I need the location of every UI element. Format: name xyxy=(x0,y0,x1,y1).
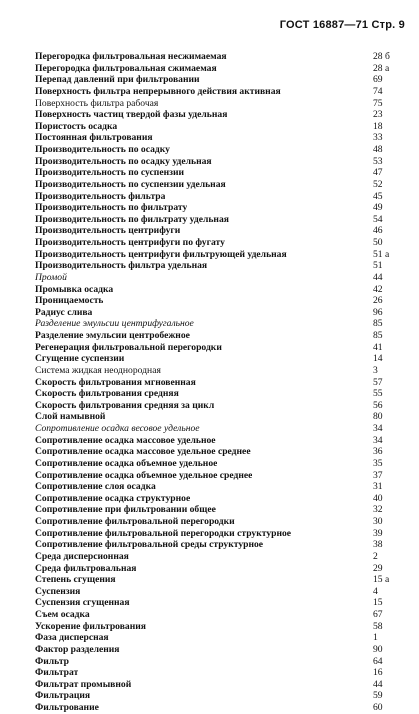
entry-number: 69 xyxy=(373,74,383,86)
index-entry xyxy=(35,702,403,714)
index-entry xyxy=(35,225,403,237)
entry-number: 28 б xyxy=(373,51,390,62)
index-entry xyxy=(35,121,403,133)
entry-term: Ускорение фильтрования xyxy=(35,620,146,632)
entry-number: 37 xyxy=(373,469,383,481)
index-entry xyxy=(35,586,403,598)
entry-number: 30 xyxy=(373,516,383,527)
index-entry xyxy=(35,481,403,493)
entry-term: Производительность по фильтрату удельная xyxy=(35,213,229,225)
index-entry xyxy=(35,74,403,86)
entry-term: Сопротивление слоя осадка xyxy=(35,481,156,493)
entry-number: 59 xyxy=(373,690,383,702)
entry-number: 46 xyxy=(373,225,383,237)
index-entry xyxy=(35,411,403,423)
entry-number: 80 xyxy=(373,411,383,423)
entry-term: Фактор разделения xyxy=(35,643,120,655)
entry-term: Поверхность фильтра рабочая xyxy=(35,97,159,109)
entry-number: 53 xyxy=(373,155,383,167)
index-entry xyxy=(35,365,403,377)
entry-term: Сопротивление фильтровальной перегородки структурное xyxy=(35,527,292,539)
entry-term: Пористость осадка xyxy=(35,120,118,132)
entry-term: Суспензия сгущенная xyxy=(35,597,130,609)
entry-number: 15 a xyxy=(373,574,390,586)
entry-number: 2 xyxy=(373,550,378,562)
index-entry xyxy=(35,644,403,656)
entry-term: Перегородка фильтровальная сжимаемая xyxy=(35,62,217,74)
index-entry xyxy=(35,144,403,156)
index-entry xyxy=(35,632,403,644)
entry-number: 36 xyxy=(373,446,383,458)
entry-term: Производительность по осадку удельная xyxy=(35,155,212,167)
entry-number: 44 xyxy=(373,678,383,690)
entry-number: 48 xyxy=(373,144,383,155)
entry-number: 44 xyxy=(373,271,383,283)
index-entry xyxy=(35,249,403,261)
index-entry xyxy=(35,563,403,575)
entry-number: 28 a xyxy=(373,62,390,74)
index-entry xyxy=(35,597,403,609)
entry-term: Фильтрат промывной xyxy=(35,678,132,690)
index-entry xyxy=(35,260,403,272)
entry-term: Радиус слива xyxy=(35,306,93,318)
index-entry xyxy=(35,307,403,319)
entry-number: 26 xyxy=(373,295,383,307)
entry-term: Фильтрация xyxy=(35,690,91,702)
entry-number: 85 xyxy=(373,318,383,330)
entry-term: Сопротивление осадка массовое удельное xyxy=(35,434,216,446)
entry-term: Поверхность фильтра непрерывного действия активная xyxy=(35,85,281,97)
index-entry xyxy=(35,156,403,168)
entry-term: Сопротивление осадка структурное xyxy=(35,492,191,504)
entry-term: Производительность фильтра xyxy=(35,190,166,202)
entry-number: 56 xyxy=(373,399,383,411)
entry-term: Фильтр xyxy=(35,655,70,667)
entry-term: Скорость фильтрования средняя за цикл xyxy=(35,399,215,411)
entry-number: 15 xyxy=(373,597,383,609)
entry-number: 47 xyxy=(373,167,383,179)
index-entry xyxy=(35,51,403,63)
index-entry xyxy=(35,667,403,679)
index-entry xyxy=(35,109,403,121)
index-entry xyxy=(35,284,403,296)
entry-number: 23 xyxy=(373,109,383,121)
index-entry xyxy=(35,609,403,621)
entry-term: Фильтрование xyxy=(35,702,99,713)
index-entry xyxy=(35,388,403,400)
entry-number: 85 xyxy=(373,330,383,341)
entry-term: Сопротивление осадка массовое удельное среднее xyxy=(35,446,251,458)
index-entry xyxy=(35,377,403,389)
entry-number: 51 xyxy=(373,260,383,272)
index-entry xyxy=(35,400,403,412)
index-list xyxy=(35,51,403,714)
entry-term: Производительность центрифуги xyxy=(35,225,181,237)
entry-term: Производительность по осадку xyxy=(35,144,170,155)
entry-term: Суспензия xyxy=(35,585,81,597)
index-entry xyxy=(35,446,403,458)
index-entry xyxy=(35,132,403,144)
entry-number: 34 xyxy=(373,423,383,434)
entry-number: 16 xyxy=(373,667,383,679)
index-entry xyxy=(35,202,403,214)
entry-term: Съем осадка xyxy=(35,609,90,620)
index-entry xyxy=(35,574,403,586)
entry-term: Среда дисперсионная xyxy=(35,550,129,562)
entry-number: 3 xyxy=(373,364,378,376)
entry-term: Сопротивление осадка объемное удельное xyxy=(35,457,218,469)
index-entry xyxy=(35,551,403,563)
entry-term: Промывка осадка xyxy=(35,283,114,295)
entry-number: 33 xyxy=(373,132,383,144)
entry-number: 45 xyxy=(373,190,383,202)
index-entry xyxy=(35,679,403,691)
entry-term: Степень сгущения xyxy=(35,574,116,586)
entry-number: 42 xyxy=(373,283,383,295)
index-entry xyxy=(35,191,403,203)
entry-number: 29 xyxy=(373,562,383,574)
entry-term: Слой намывной xyxy=(35,411,106,423)
entry-term: Перепад давлений при фильтровании xyxy=(35,74,200,86)
entry-term: Сопротивление фильтровальной перегородки xyxy=(35,516,235,527)
entry-term: Среда фильтровальная xyxy=(35,562,137,574)
index-entry xyxy=(35,690,403,702)
index-entry xyxy=(35,621,403,633)
entry-number: 4 xyxy=(373,585,378,597)
page-header: ГОСТ 16887—71 Стр. 9 xyxy=(279,19,405,31)
entry-number: 35 xyxy=(373,457,383,469)
index-entry xyxy=(35,504,403,516)
entry-number: 90 xyxy=(373,643,383,655)
entry-term: Постоянная фильтрования xyxy=(35,132,153,144)
entry-term: Производительность центрифуги фильтрующей удельная xyxy=(35,248,287,260)
entry-number: 39 xyxy=(373,527,383,539)
entry-number: 41 xyxy=(373,341,383,353)
entry-term: Скорость фильтрования мгновенная xyxy=(35,376,196,388)
entry-number: 74 xyxy=(373,85,383,97)
entry-term: Промой xyxy=(35,271,67,283)
index-entry xyxy=(35,63,403,75)
entry-number: 64 xyxy=(373,655,383,667)
index-entry xyxy=(35,423,403,435)
entry-term: Производительность по суспензии удельная xyxy=(35,178,226,190)
entry-number: 58 xyxy=(373,620,383,632)
entry-number: 34 xyxy=(373,434,383,446)
index-entry xyxy=(35,295,403,307)
entry-term: Сопротивление осадка весовое удельное xyxy=(35,423,200,434)
entry-number: 31 xyxy=(373,481,383,493)
index-entry xyxy=(35,493,403,505)
entry-number: 96 xyxy=(373,306,383,318)
entry-term: Система жидкая неоднородная xyxy=(35,364,161,376)
entry-term: Сопротивление осадка объемное удельное среднее xyxy=(35,469,253,481)
index-entry xyxy=(35,214,403,226)
entry-number: 32 xyxy=(373,504,383,516)
index-entry xyxy=(35,237,403,249)
entry-term: Регенерация фильтровальной перегородки xyxy=(35,341,222,353)
entry-number: 49 xyxy=(373,202,383,214)
entry-number: 54 xyxy=(373,213,383,225)
entry-term: Сопротивление при фильтровании общее xyxy=(35,504,216,516)
index-entry xyxy=(35,435,403,447)
entry-term: Производительность по суспензии xyxy=(35,167,185,179)
entry-number: 40 xyxy=(373,492,383,504)
entry-number: 57 xyxy=(373,376,383,388)
index-entry xyxy=(35,656,403,668)
entry-term: Фаза дисперсная xyxy=(35,632,109,644)
index-entry xyxy=(35,470,403,482)
index-entry xyxy=(35,179,403,191)
entry-term: Разделение эмульсии центрифугальное xyxy=(35,318,194,330)
entry-term: Поверхность частиц твердой фазы удельная xyxy=(35,109,228,121)
entry-number: 38 xyxy=(373,539,383,551)
index-entry xyxy=(35,353,403,365)
entry-number: 1 xyxy=(373,632,378,644)
index-entry xyxy=(35,272,403,284)
entry-term: Производительность центрифуги по фугату xyxy=(35,237,225,248)
entry-number: 55 xyxy=(373,388,383,400)
entry-number: 75 xyxy=(373,97,383,109)
index-entry xyxy=(35,86,403,98)
entry-term: Производительность по фильтрату xyxy=(35,202,188,214)
index-entry xyxy=(35,342,403,354)
index-entry xyxy=(35,167,403,179)
index-entry xyxy=(35,330,403,342)
entry-number: 51 a xyxy=(373,248,390,260)
entry-term: Проницаемость xyxy=(35,295,104,307)
entry-term: Разделение эмульсии центробежное xyxy=(35,330,190,341)
entry-number: 14 xyxy=(373,353,383,365)
entry-number: 52 xyxy=(373,178,383,190)
entry-term: Сгущение суспензии xyxy=(35,353,125,365)
index-entry xyxy=(35,98,403,110)
entry-number: 18 xyxy=(373,120,383,132)
entry-term: Фильтрат xyxy=(35,667,79,679)
entry-term: Скорость фильтрования средняя xyxy=(35,388,179,400)
index-entry xyxy=(35,528,403,540)
index-entry xyxy=(35,318,403,330)
entry-number: 50 xyxy=(373,237,383,248)
index-entry xyxy=(35,516,403,528)
entry-term: Перегородка фильтровальная несжимаемая xyxy=(35,51,227,62)
entry-number: 67 xyxy=(373,609,383,620)
index-entry xyxy=(35,458,403,470)
entry-term: Производительность фильтра удельная xyxy=(35,260,208,272)
entry-term: Сопротивление фильтровальной среды структурное xyxy=(35,539,264,551)
index-entry xyxy=(35,539,403,551)
entry-number: 60 xyxy=(373,702,383,713)
